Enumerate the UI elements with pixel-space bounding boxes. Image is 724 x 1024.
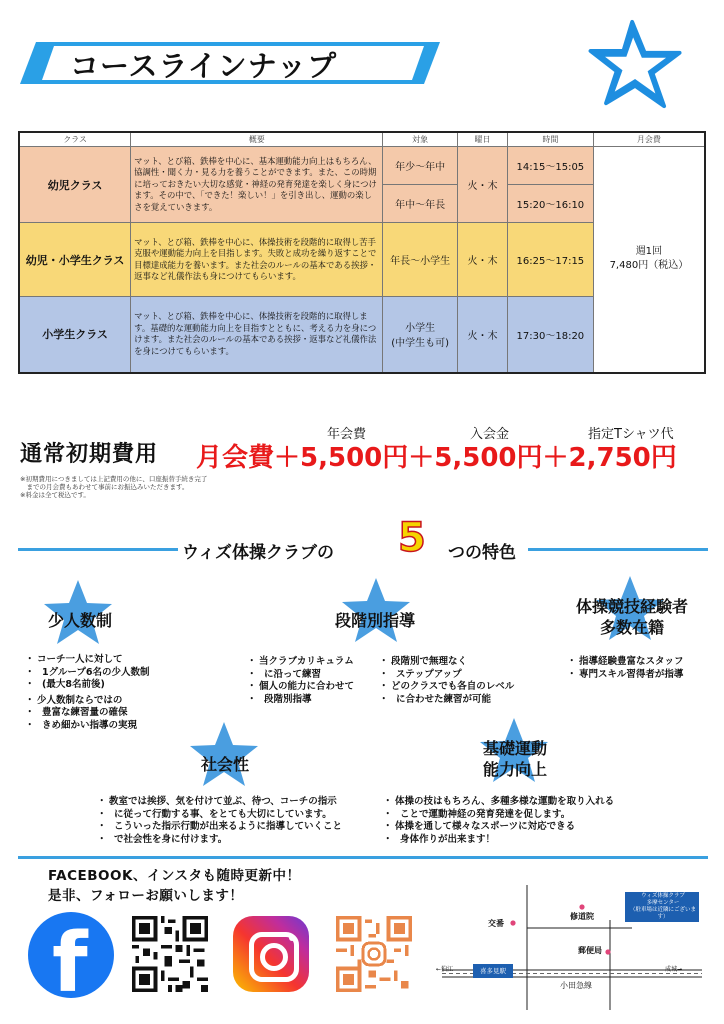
class-name: 幼児クラス [19, 147, 131, 223]
annual-fee: 5,500円＋ [300, 443, 435, 473]
col-summary: 概要 [131, 132, 383, 147]
bullet: ・ 指導経験豊富なスタッフ [570, 656, 720, 669]
bullet-cont: ・ に合わせた練習が可能 [382, 694, 542, 707]
bullet-cont: ・ で社会性を身に付けます。 [100, 834, 380, 847]
bullet-cont: ・ ことで運動神経の発育発達を促します。 [386, 809, 686, 822]
feature-bullets [386, 796, 686, 846]
bullet-cont: ・ きめ細かい指導の実現 [28, 720, 188, 733]
bullet-cont: ・ 豊富な練習量の確保 [28, 707, 188, 720]
club-name: ウィズ体操クラブ [641, 893, 685, 899]
table-header-row [19, 132, 705, 147]
note-line: ※料金は全て税込です。 [20, 491, 90, 499]
title-line: 多数在籍 [599, 618, 664, 637]
page-title: コースラインナップ [70, 49, 338, 83]
instagram-flash-icon [289, 935, 295, 941]
feature-title: 社会性 [200, 755, 249, 774]
map-label-school: 修道院 [570, 912, 594, 921]
note-line: までの月会費もあわせて事前にお振込みいただきます。 [20, 483, 189, 491]
bullet: ・ 教室では挨拶、気を付けて並ぶ、待つ、コーチの指示 [100, 796, 380, 809]
instagram-lens-icon [260, 943, 288, 971]
bullet: ・ 体操の技はもちろん、多種多様な運動を取り入れる [386, 796, 686, 809]
col-time: 時間 [507, 132, 593, 147]
monthly-fee: 月会費＋ [196, 443, 301, 473]
class-time: 14:15〜15:05 [507, 147, 593, 185]
class-target: 年少〜年中 [383, 147, 458, 185]
feature-bullets [570, 656, 720, 681]
feature-bullets [28, 654, 188, 732]
class-time: 15:20〜16:10 [507, 185, 593, 223]
bullet-cont: ・ ステップアップ [382, 669, 542, 682]
divider [18, 548, 178, 551]
class-target [383, 297, 458, 373]
feature-bullets [250, 656, 380, 706]
map-label-station: 喜多見駅 [480, 967, 506, 975]
col-target: 対象 [383, 132, 458, 147]
class-desc: マット、とび箱、鉄棒を中心に、基本運動能力向上はもちろん、協調性・聞く力・見る力を養うことができます。また、この時期に培っておきたい大切な感覚・神経の発育発達を楽しく身につけます。その中で、「できた！楽しい！」を引き出し、運動の楽しさを覚えていきます。 [131, 147, 383, 223]
fees-amounts [196, 437, 677, 474]
divider [528, 548, 708, 551]
fees-heading: 通常初期費用 [20, 442, 159, 467]
note-line: ※初期費用につきましては上記費用の他に、口座振替手続き完了 [20, 475, 208, 483]
fees-notes [20, 475, 207, 499]
bullet-cont: ・ に従って行動する事、をとても大切にしています。 [100, 809, 380, 822]
fee-line2: 7,480円（税込） [609, 260, 689, 272]
bullet-cont: ・ 段階別指導 [250, 694, 380, 707]
facebook-qr-code[interactable] [132, 916, 208, 992]
entry-fee: 5,500円＋ [434, 443, 569, 473]
club-sub: 多摩センター [646, 900, 680, 906]
facebook-f-glyph: f [52, 916, 88, 1011]
fee-line1: 週1回 [635, 246, 663, 258]
divider [18, 856, 708, 859]
shirt-fee: 2,750円 [568, 443, 677, 473]
class-day: 火・木 [458, 223, 508, 297]
class-target: 年中〜年長 [383, 185, 458, 223]
class-day: 火・木 [458, 297, 508, 373]
map-label-left: ←狛江 [436, 966, 454, 973]
bullet: ・ 少人数制ならではの [28, 695, 188, 708]
bullet: ・ どのクラスでも各自のレベル [382, 681, 542, 694]
course-table [18, 131, 706, 374]
feature-title: 段階別指導 [334, 611, 415, 630]
bullet-cont: ・ 1グループ6名の少人数制 [28, 667, 188, 680]
feature-title [450, 738, 580, 780]
bullet-cont: ・ (最大8名前後) [28, 679, 188, 692]
feature-bullets [382, 656, 542, 706]
instagram-qr-code[interactable] [336, 916, 412, 992]
col-day: 曜日 [458, 132, 508, 147]
map-label-koban: 交番 [488, 919, 504, 928]
club-note: （駐車場は近隣にございます） [629, 907, 696, 920]
target-line: (中学生も可) [391, 338, 450, 350]
class-target: 年長〜小学生 [383, 223, 458, 297]
title-line: 基礎運動 [482, 739, 547, 758]
social-text [48, 866, 301, 906]
col-class: クラス [19, 132, 131, 147]
bullet-cont: ・ こういった指示行動が出来るように指導していくこと [100, 821, 380, 834]
annual-fee-label: 年会費 [327, 427, 367, 442]
star-decoration-icon [588, 18, 686, 110]
title-line: 能力向上 [482, 760, 547, 779]
class-desc: マット、とび箱、鉄棒を中心に、体操技術を段階的に取得し苦手克服や運動能力向上を目指します。失敗と成功を繰り返すことで目標達成能力を養います。また社会のルールの基本である挨拶・返事など礼儀作法も身につけてもらいます。 [131, 223, 383, 297]
bullet: ・ 専門スキル習得者が指導 [570, 669, 720, 682]
bullet: ・ 段階別で無理なく [382, 656, 542, 669]
class-name: 幼児・小学生クラス [19, 223, 131, 297]
table-row [19, 147, 705, 185]
map-label-line: 小田急線 [560, 981, 592, 990]
feature-title: 少人数制 [47, 611, 112, 630]
monthly-fee-cell [593, 147, 705, 373]
bullet: ・ 当クラブカリキュラム [250, 656, 380, 669]
map-club-box [627, 893, 699, 921]
class-desc: マット、とび箱、鉄棒を中心に、体操技術を段階的に取得します。基礎的な運動能力向上を目指すとともに、考える力を身につけます。また社会のルールの基本である挨拶・返事など礼儀作法を身につけてもらいます。 [131, 297, 383, 373]
feature-title [552, 596, 712, 638]
map-label-right: 成城→ [665, 966, 683, 973]
class-name: 小学生クラス [19, 297, 131, 373]
title-line: 体操競技経験者 [575, 597, 688, 616]
map-label-post: 郵便局 [578, 946, 602, 955]
social-line: FACEBOOK、インスタも随時更新中！ [48, 868, 301, 884]
features-title-pre: ウィズ体操クラブの [182, 543, 334, 563]
class-time: 16:25〜17:15 [507, 223, 593, 297]
features-number: 5 [398, 515, 426, 561]
target-line: 小学生 [405, 323, 436, 335]
social-line: 是非、フォローお願いします！ [48, 888, 244, 904]
bullet: ・ 個人の能力に合わせて [250, 681, 380, 694]
class-day: 火・木 [458, 147, 508, 223]
bullet-cont: ・ に沿って練習 [250, 669, 380, 682]
features-title-post: つの特色 [448, 543, 516, 563]
bullet: ・ 体操を通して様々なスポーツに対応できる [386, 821, 686, 834]
class-time: 17:30〜18:20 [507, 297, 593, 373]
entry-fee-label: 入会金 [470, 427, 510, 442]
shirt-fee-label: 指定Tシャツ代 [588, 427, 674, 442]
bullet-cont: ・ 身体作りが出来ます！ [386, 834, 686, 847]
feature-bullets [100, 796, 380, 846]
bullet: ・ コーチ一人に対して [28, 654, 188, 667]
col-fee: 月会費 [593, 132, 705, 147]
